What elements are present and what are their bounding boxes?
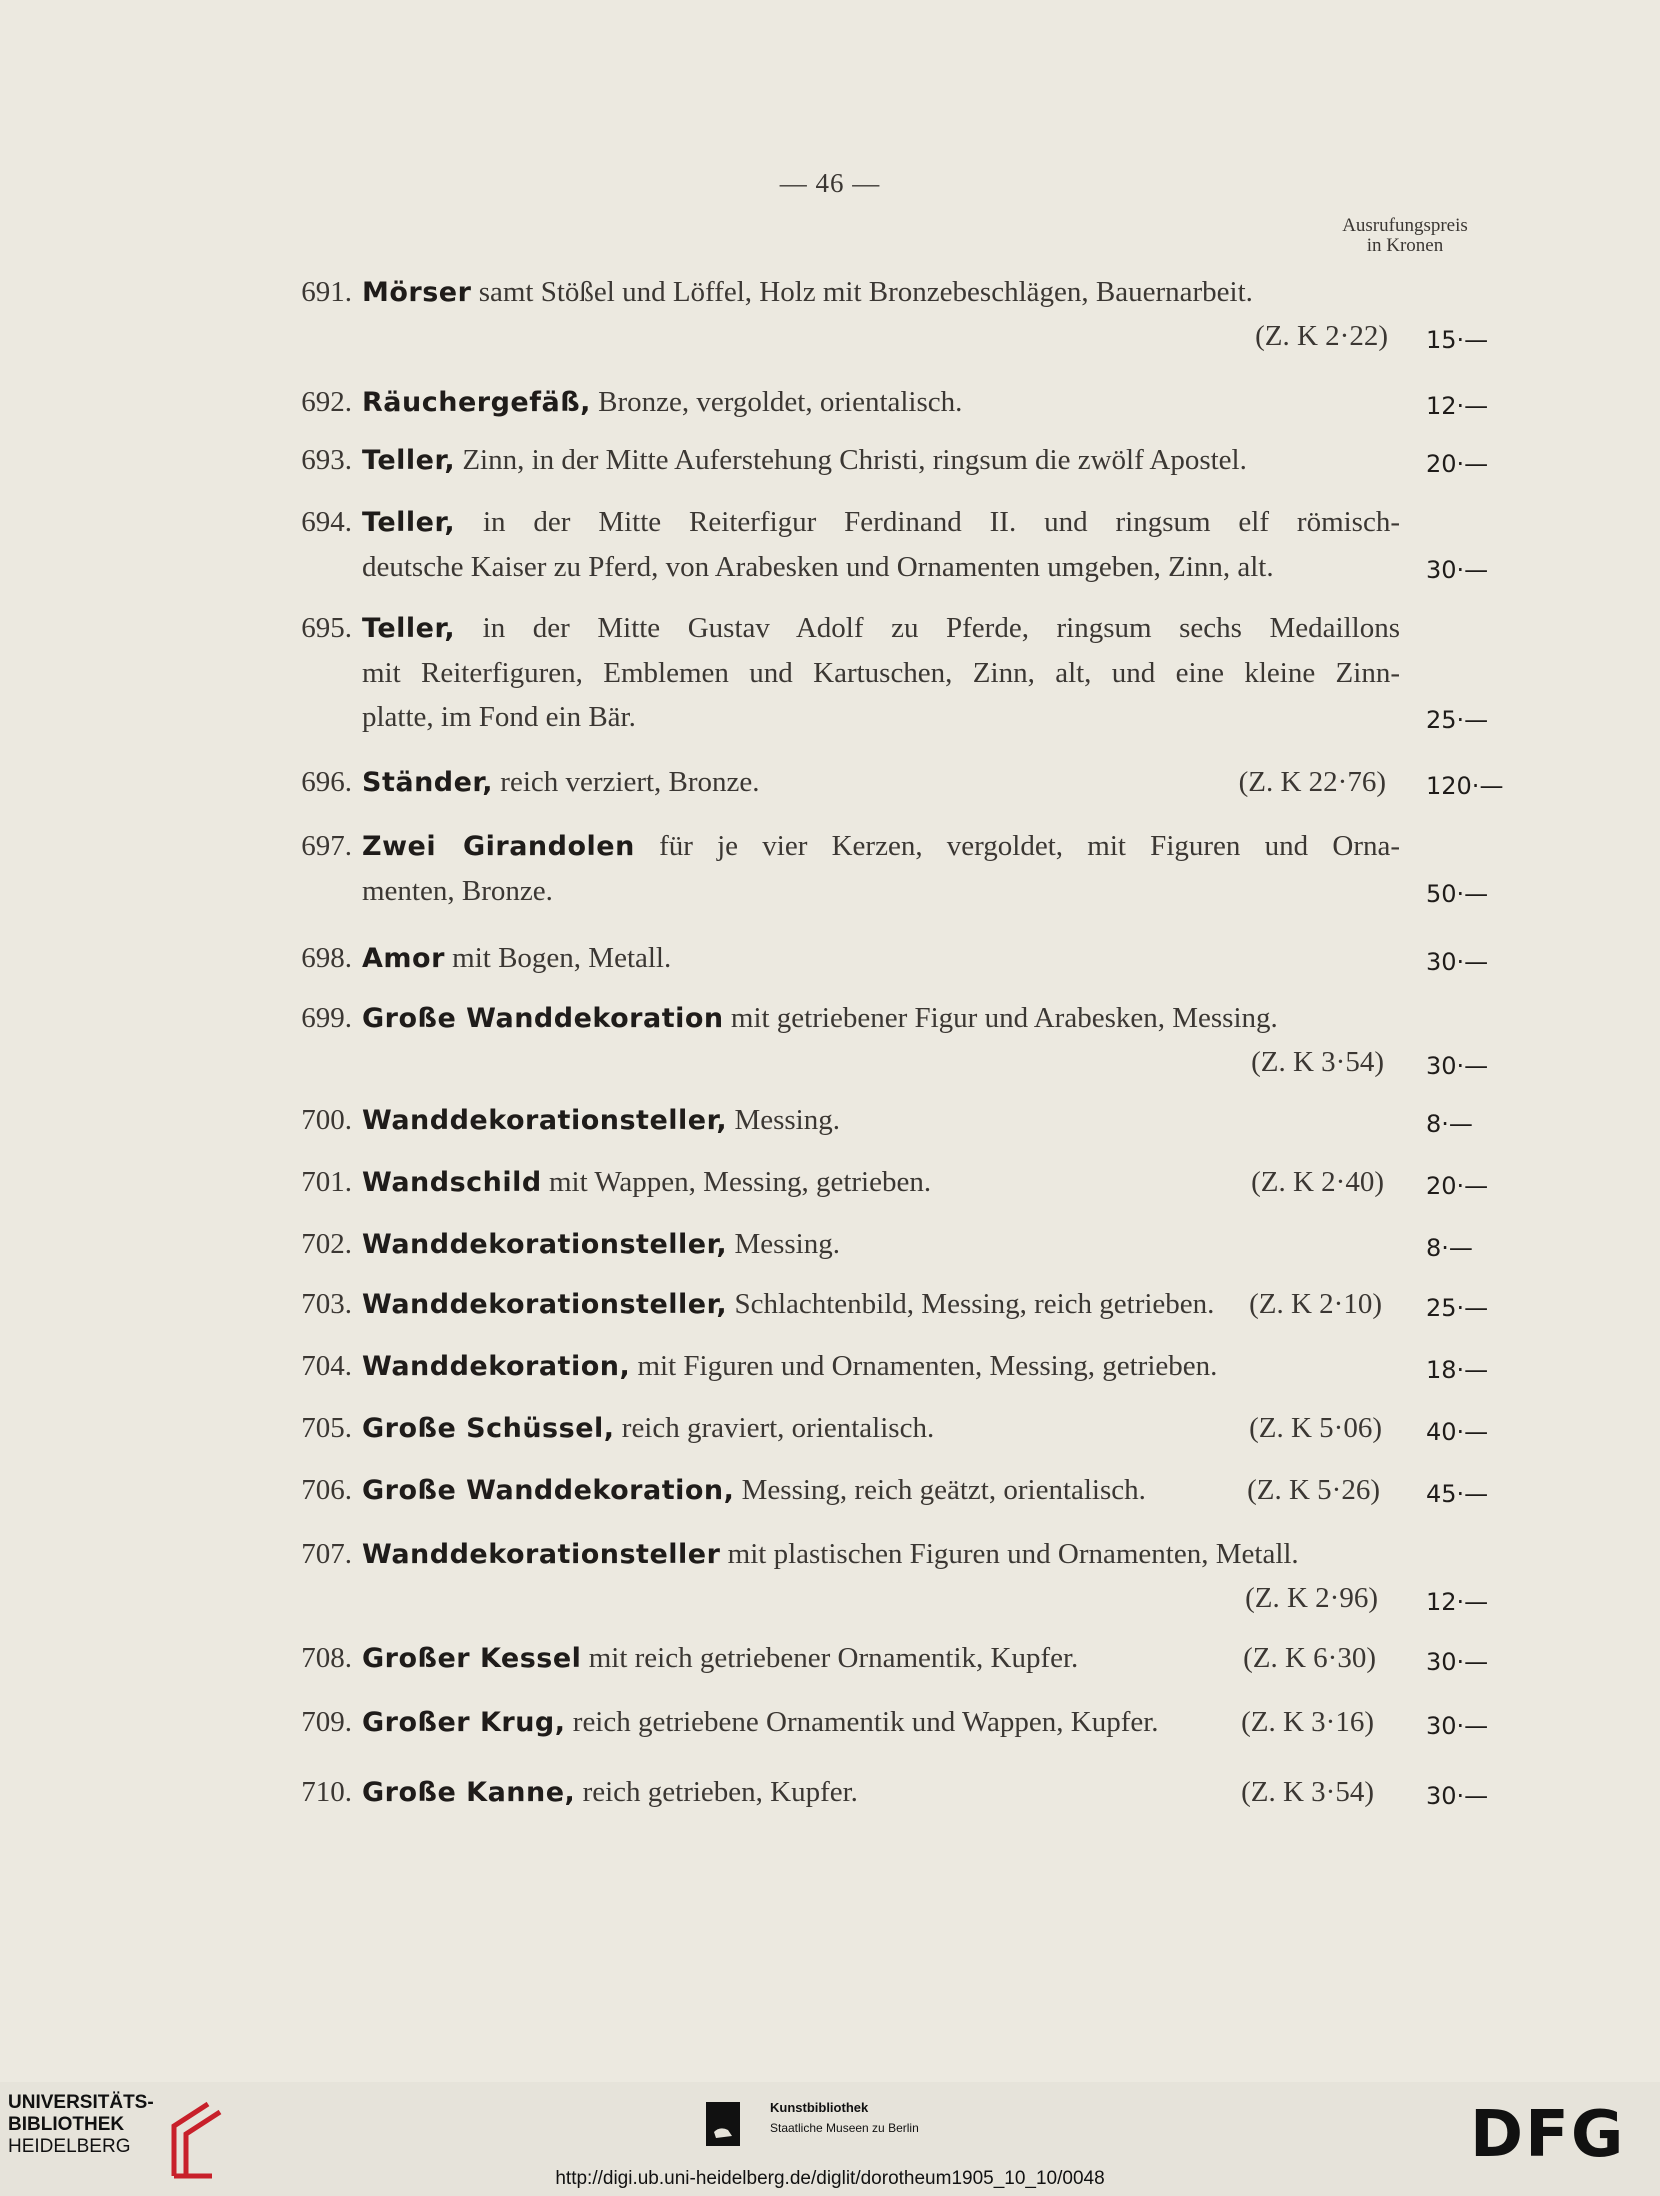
entry-title: Zwei Girandolen [362, 831, 635, 862]
entry-line [362, 1160, 1400, 1205]
entry-description [362, 1222, 1400, 1267]
entry-reference: (Z. K 2·96) [1245, 1582, 1378, 1614]
entry-text: mit reich getriebener Ornamentik, Kupfer. [588, 1642, 1079, 1674]
entry-description [362, 996, 1400, 1041]
entry-line [362, 1532, 1400, 1577]
entry-number: 693. [301, 444, 352, 476]
entry-line [362, 1468, 1400, 1513]
entry-description [362, 936, 1400, 981]
entry-line [362, 500, 1400, 545]
entry-price: 30·— [1426, 1782, 1489, 1810]
entry-text: reich graviert, orientalisch. [621, 1412, 935, 1444]
entry-title: Räuchergefäß, [362, 387, 591, 418]
entry-line [362, 1222, 1400, 1267]
entry-number: 705. [301, 1412, 352, 1444]
entry-title: Wandschild [362, 1167, 542, 1198]
entry-number: 699. [301, 1002, 352, 1034]
price-column-header [1320, 216, 1490, 256]
entry-title: Amor [362, 943, 445, 974]
entry-line [362, 270, 1400, 315]
entry-number: 696. [301, 766, 352, 798]
entry-number: 694. [301, 506, 352, 538]
entry-reference: (Z. K 5·26) [1247, 1474, 1380, 1506]
entry-number: 698. [301, 942, 352, 974]
entry-description [362, 1532, 1400, 1577]
entry-line [362, 1344, 1400, 1389]
entry-number: 704. [301, 1350, 352, 1382]
entry-price: 8·— [1426, 1234, 1473, 1262]
entry-number: 708. [301, 1642, 352, 1674]
entry-description [362, 438, 1400, 483]
entry-title: Große Wanddekoration [362, 1003, 724, 1034]
entry-line [362, 380, 1400, 425]
entry-title: Wanddekorationsteller, [362, 1289, 728, 1320]
entry-title: Wanddekorationsteller, [362, 1105, 728, 1136]
entry-line: deutsche Kaiser zu Pferd, von Arabesken und Ornamenten umgeben, Zinn, alt. [362, 551, 1274, 583]
entry-number: 700. [301, 1104, 352, 1136]
entry-description [362, 270, 1400, 315]
permalink-url[interactable]: http://digi.ub.uni-heidelberg.de/diglit/dorotheum1905_10_10/0048 [555, 2168, 1105, 2189]
entry-number: 701. [301, 1166, 352, 1198]
entry-number: 707. [301, 1538, 352, 1570]
entry-line [362, 438, 1400, 483]
entry-line: mit Reiterfiguren, Emblemen und Kartuschen, Zinn, alt, und eine kleine Zinn- [362, 657, 1400, 689]
entry-line: menten, Bronze. [362, 875, 553, 907]
kunstbibliothek-subtitle: Staatliche Museen zu Berlin [770, 2121, 919, 2135]
entry-number: 709. [301, 1706, 352, 1738]
ub-logo-line-2: BIBLIOTHEK [8, 2114, 125, 2135]
entry-price: 40·— [1426, 1418, 1489, 1446]
entry-line [362, 1098, 1400, 1143]
entry-number: 695. [301, 612, 352, 644]
entry-description [362, 606, 1400, 739]
entry-price: 30·— [1426, 948, 1489, 976]
entry-price: 30·— [1426, 1648, 1489, 1676]
entry-title: Großer Krug, [362, 1707, 566, 1738]
entry-price: 15·— [1426, 326, 1489, 354]
entry-description [362, 1406, 1400, 1451]
entry-description [362, 1344, 1400, 1389]
entry-price: 45·— [1426, 1480, 1489, 1508]
entry-title: Große Schüssel, [362, 1413, 615, 1444]
entry-reference: (Z. K 2·40) [1251, 1166, 1384, 1198]
entry-text: Messing, reich geätzt, orientalisch. [741, 1474, 1146, 1506]
entry-title: Mörser [362, 277, 472, 308]
entry-line [362, 996, 1400, 1041]
ub-logo-line-1: UNIVERSITÄTS- [8, 2092, 154, 2113]
entry-reference: (Z. K 2·22) [1255, 320, 1388, 352]
entry-reference: (Z. K 6·30) [1243, 1642, 1376, 1674]
entry-text: Bronze, vergoldet, orientalisch. [598, 386, 963, 418]
entry-number: 691. [301, 276, 352, 308]
entry-description [362, 500, 1400, 589]
entry-reference: (Z. K 2·10) [1249, 1288, 1382, 1320]
entry-text: Messing. [734, 1228, 840, 1260]
entry-text: reich verziert, Bronze. [500, 766, 760, 798]
entry-price: 25·— [1426, 706, 1489, 734]
entry-number: 710. [301, 1776, 352, 1808]
entry-number: 697. [301, 830, 352, 862]
entry-line [362, 1282, 1400, 1327]
entry-description [362, 1098, 1400, 1143]
entry-title: Großer Kessel [362, 1643, 582, 1674]
entry-text: mit plastischen Figuren und Ornamenten, Metall. [727, 1538, 1299, 1570]
entry-line [362, 936, 1400, 981]
entry-line [362, 1406, 1400, 1451]
entry-line [362, 824, 1400, 869]
entry-text: reich getrieben, Kupfer. [582, 1776, 858, 1808]
entry-title: Große Kanne, [362, 1777, 576, 1808]
kunstbibliothek-emblem-icon [706, 2102, 740, 2146]
entry-title: Wanddekoration, [362, 1351, 631, 1382]
entry-price: 12·— [1426, 392, 1489, 420]
entry-text: reich getriebene Ornamentik und Wappen, Kupfer. [572, 1706, 1159, 1738]
entry-description [362, 380, 1400, 425]
entry-title: Teller, [362, 445, 456, 476]
entry-line: platte, im Fond ein Bär. [362, 701, 636, 733]
entry-text: mit Bogen, Metall. [452, 942, 672, 974]
kunstbibliothek-logo[interactable] [706, 2094, 966, 2154]
entry-title: Teller, [362, 507, 456, 538]
price-header-line-1: Ausrufungspreis [1342, 215, 1468, 236]
entry-reference: (Z. K 22·76) [1238, 766, 1386, 798]
entry-price: 12·— [1426, 1588, 1489, 1616]
entry-text: für je vier Kerzen, vergoldet, mit Figuren und Orna- [659, 830, 1400, 862]
kunstbibliothek-name: Kunstbibliothek [770, 2100, 869, 2115]
entry-title: Wanddekorationsteller, [362, 1229, 728, 1260]
entry-reference: (Z. K 3·54) [1241, 1776, 1374, 1808]
entry-line [362, 606, 1400, 651]
entry-price: 120·— [1426, 772, 1504, 800]
entry-price: 20·— [1426, 450, 1489, 478]
entry-description [362, 1160, 1400, 1205]
entry-title: Wanddekorationsteller [362, 1539, 721, 1570]
entry-title: Ständer, [362, 767, 494, 798]
price-header-line-2: in Kronen [1366, 235, 1444, 256]
entry-description [362, 1282, 1400, 1327]
entry-reference: (Z. K 3·16) [1241, 1706, 1374, 1738]
entry-price: 8·— [1426, 1110, 1473, 1138]
entry-reference: (Z. K 5·06) [1249, 1412, 1382, 1444]
entry-number: 692. [301, 386, 352, 418]
entry-reference: (Z. K 3·54) [1251, 1046, 1384, 1078]
entry-text: Schlachtenbild, Messing, reich getrieben. [734, 1288, 1215, 1320]
entry-text: mit Figuren und Ornamenten, Messing, getrieben. [637, 1350, 1218, 1382]
entry-number: 703. [301, 1288, 352, 1320]
entry-text: Zinn, in der Mitte Auferstehung Christi, ringsum die zwölf Apostel. [462, 444, 1247, 476]
entry-number: 706. [301, 1474, 352, 1506]
entry-price: 25·— [1426, 1294, 1489, 1322]
entry-title: Teller, [362, 613, 456, 644]
entry-description [362, 824, 1400, 913]
dfg-logo[interactable]: DFG [1470, 2098, 1626, 2172]
entry-number: 702. [301, 1228, 352, 1260]
entry-price: 30·— [1426, 556, 1489, 584]
ub-logo-line-3: HEIDELBERG [8, 2136, 131, 2157]
entry-text: samt Stößel und Löffel, Holz mit Bronzebeschlägen, Bauernarbeit. [478, 276, 1253, 308]
entry-price: 18·— [1426, 1356, 1489, 1384]
entry-text: mit getriebener Figur und Arabesken, Messing. [730, 1002, 1278, 1034]
entry-title: Große Wanddekoration, [362, 1475, 735, 1506]
entry-price: 30·— [1426, 1712, 1489, 1740]
entry-text: Messing. [734, 1104, 840, 1136]
page-number: — 46 — [779, 168, 881, 198]
entry-text: mit Wappen, Messing, getrieben. [548, 1166, 932, 1198]
entry-description [362, 1468, 1400, 1513]
entry-price: 30·— [1426, 1052, 1489, 1080]
entry-text: in der Mitte Reiterfigur Ferdinand II. und ringsum elf römisch- [482, 506, 1400, 538]
entry-price: 50·— [1426, 880, 1489, 908]
entry-text: in der Mitte Gustav Adolf zu Pferde, ringsum sechs Medaillons [482, 612, 1400, 644]
entry-price: 20·— [1426, 1172, 1489, 1200]
